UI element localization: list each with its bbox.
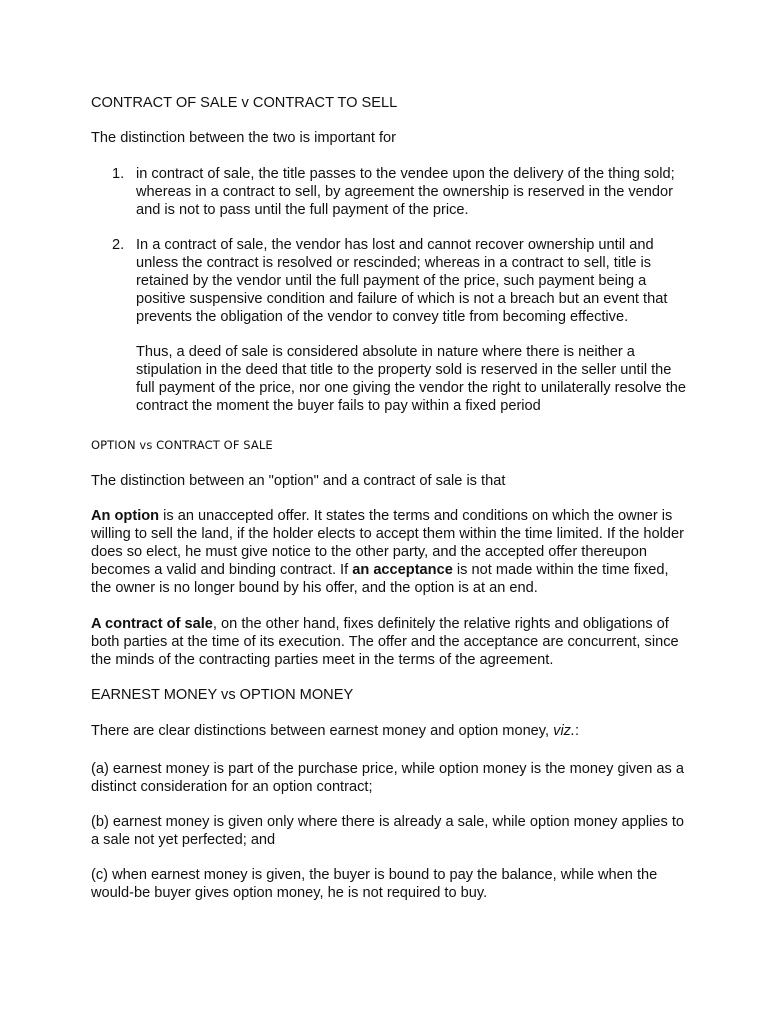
bold-term-option: An option — [91, 508, 160, 524]
intro-paragraph-2: The distinction between an "option" and a contract of sale is that — [91, 473, 506, 489]
point-a: (a) earnest money is part of the purchase price, while option money is the money given as a distinct consideration for an option contract; — [91, 761, 684, 795]
list-item-text: In a contract of sale, the vendor has lost and cannot recover ownership until and unless the contract is resolved or rescinded; whereas in a contract to sell, title is retained by the vendor until the full payment of the price, such payment being a positive suspensive condition and failure of which is not a breach but an event that prevents the obligation of the vendor to convey title from becoming effective. — [136, 237, 668, 325]
bold-term-acceptance: an acceptance — [352, 562, 453, 578]
point-b: (b) earnest money is given only where there is already a sale, while option money applies to a sale not yet perfected; and — [91, 814, 684, 848]
list-number: 1. — [112, 166, 125, 182]
heading-contract-of-sale: CONTRACT OF SALE v CONTRACT TO SELL — [91, 95, 398, 111]
heading-option-vs-contract: OPTION vs CONTRACT OF SALE — [91, 438, 273, 452]
list-item-text: in contract of sale, the title passes to the vendee upon the delivery of the thing sold; whereas in a contract to sell, by agreement the ownership is reserved in the vendor and is not to pass until the full payment of the price. — [136, 166, 675, 218]
intro-paragraph-3: There are clear distinctions between earnest money and option money, viz.: — [91, 723, 580, 739]
list-number: 2. — [112, 237, 125, 253]
italic-viz: viz. — [553, 723, 576, 739]
contract-of-sale-paragraph: A contract of sale, on the other hand, fixes definitely the relative rights and obligations of both parties at the time of its execution. The offer and the acceptance are concurrent, since the minds of the contracting parties meet in the terms of the agreement. — [91, 616, 679, 668]
list-item-continuation: Thus, a deed of sale is considered absolute in nature where there is neither a stipulation in the deed that title to the property sold is reserved in the seller until the full payment of the price, nor one giving the vendor the right to unilaterally resolve the contract the moment the buyer fails to pay within a fixed period — [136, 344, 687, 414]
bold-term-contract-of-sale: A contract of sale — [91, 616, 213, 632]
option-definition-paragraph: An option is an unaccepted offer. It states the terms and conditions on which the owner is willing to sell the land, if the holder elects to accept them within the time limited. If the holder does so elect, he must give notice to the other party, and the accepted offer thereupon becomes a valid and binding contract. If an acceptance is not made within the time fixed, the owner is no longer bound by his offer, and the option is at an end. — [91, 508, 684, 596]
heading-earnest-money: EARNEST MONEY vs OPTION MONEY — [91, 687, 354, 703]
point-c: (c) when earnest money is given, the buyer is bound to pay the balance, while when the would-be buyer gives option money, he is not required to buy. — [91, 867, 658, 901]
intro-paragraph-1: The distinction between the two is important for — [91, 130, 397, 146]
